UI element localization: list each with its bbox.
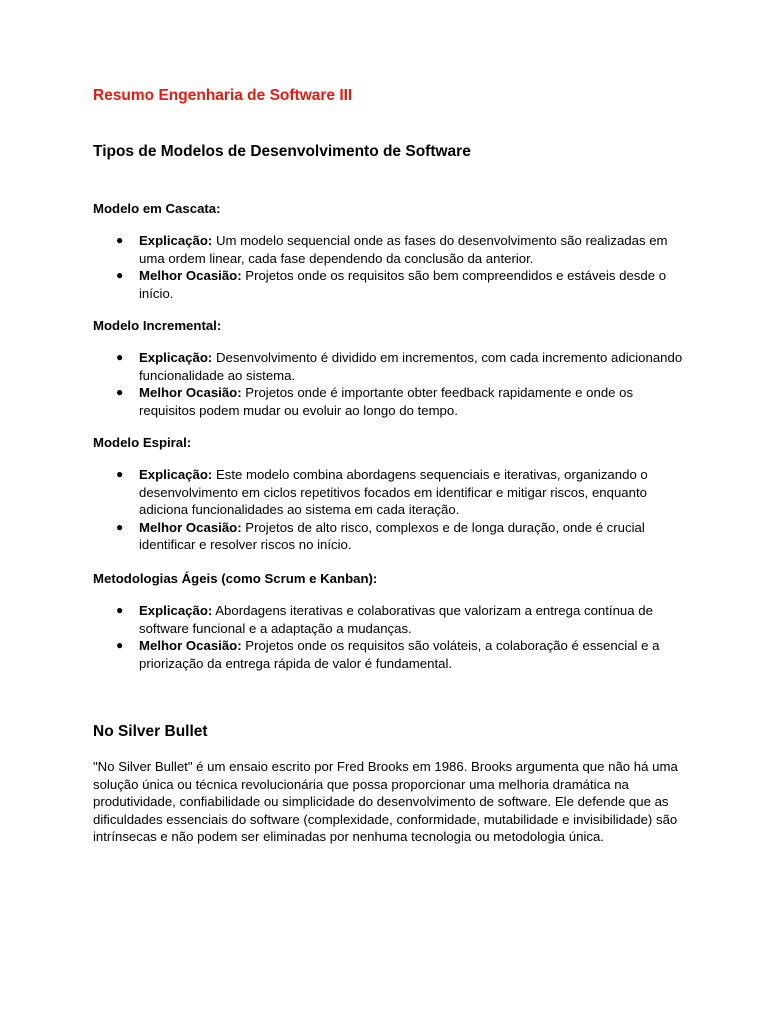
bullet-icon: ● (116, 519, 124, 534)
item-label: Melhor Ocasião: (139, 638, 242, 654)
section-title: Metodologias Ágeis (como Scrum e Kanban): (93, 571, 378, 586)
item-label: Melhor Ocasião: (139, 519, 242, 535)
no-silver-bullet-paragraph: "No Silver Bullet" é um ensaio escrito por Fred Brooks em 1986. Brooks argumenta que não há uma solução única ou técnica revolucionária que possa proporcionar uma melhoria dramática na produtividade, confiabilidade ou simplicidade do desenvolvimento de software. Ele defende que as dificuldades essenciais do software (complexidade, conformidade, mutabilidade e invisibilidade) são intrínsecas e não podem ser eliminadas por nenhuma tecnologia ou metodologia única. (93, 759, 678, 845)
heading-model-types: Tipos de Modelos de Desenvolvimento de Software (93, 143, 471, 160)
list-item (93, 349, 683, 384)
item-text: Projetos de alto risco, complexos e de longa duração, onde é crucial identificar e resolver riscos no início. (139, 519, 645, 553)
section-spiral (93, 434, 683, 554)
item-label: Melhor Ocasião: (139, 385, 242, 401)
bullet-list (93, 602, 683, 672)
bullet-icon: ● (116, 268, 124, 283)
item-text: Um modelo sequencial onde as fases do desenvolvimento são realizadas em uma ordem linear, cada fase dependendo da conclusão da anterior. (139, 233, 668, 266)
document-title: Resumo Engenharia de Software III (93, 87, 353, 104)
section-title: Modelo Espiral: (93, 435, 192, 450)
bullet-icon: ● (116, 638, 124, 653)
bullet-icon: ● (116, 233, 124, 247)
bullet-icon: ● (116, 603, 124, 617)
bullet-list (93, 232, 683, 302)
section-agile (93, 570, 683, 672)
bullet-icon: ● (116, 385, 124, 400)
section-title: Modelo em Cascata: (93, 201, 221, 216)
list-item (93, 466, 683, 519)
list-item (93, 267, 683, 302)
heading-no-silver-bullet: No Silver Bullet (93, 723, 208, 740)
item-label: Explicação: (139, 350, 213, 365)
list-item (93, 384, 683, 419)
list-item (93, 637, 683, 672)
section-title: Modelo Incremental: (93, 318, 222, 333)
item-label: Explicação: (139, 233, 213, 248)
list-item (93, 602, 683, 637)
item-text: Este modelo combina abordagens sequenciais e iterativas, organizando o desenvolvimento em ciclos repetitivos focados em identificar e mitigar riscos, enquanto adiciona funcionalidades ao sistema em cada iteração. (139, 467, 648, 518)
section-incremental (93, 317, 683, 419)
bullet-list (93, 466, 683, 554)
item-label: Explicação: (139, 467, 213, 482)
item-text: Projetos onde os requisitos são voláteis, a colaboração é essencial e a priorização da entrega rápida de valor é fundamental. (139, 638, 660, 671)
item-text: Projetos onde os requisitos são bem compreendidos e estáveis desde o início. (139, 268, 667, 301)
bullet-icon: ● (116, 350, 124, 364)
item-text: Desenvolvimento é dividido em incrementos, com cada incremento adicionando funcionalidade ao sistema. (139, 350, 683, 383)
list-item (93, 519, 683, 554)
bullet-icon: ● (116, 467, 124, 481)
item-text: Projetos onde é importante obter feedback rapidamente e onde os requisitos podem mudar ou evoluir ao longo do tempo. (139, 385, 634, 418)
bullet-list (93, 349, 683, 419)
item-label: Melhor Ocasião: (139, 268, 242, 284)
list-item (93, 232, 683, 267)
item-label: Explicação: (139, 603, 213, 618)
item-text: Abordagens iterativas e colaborativas que valorizam a entrega contínua de software funcional e a adaptação a mudanças. (139, 603, 653, 636)
section-waterfall (93, 200, 683, 302)
